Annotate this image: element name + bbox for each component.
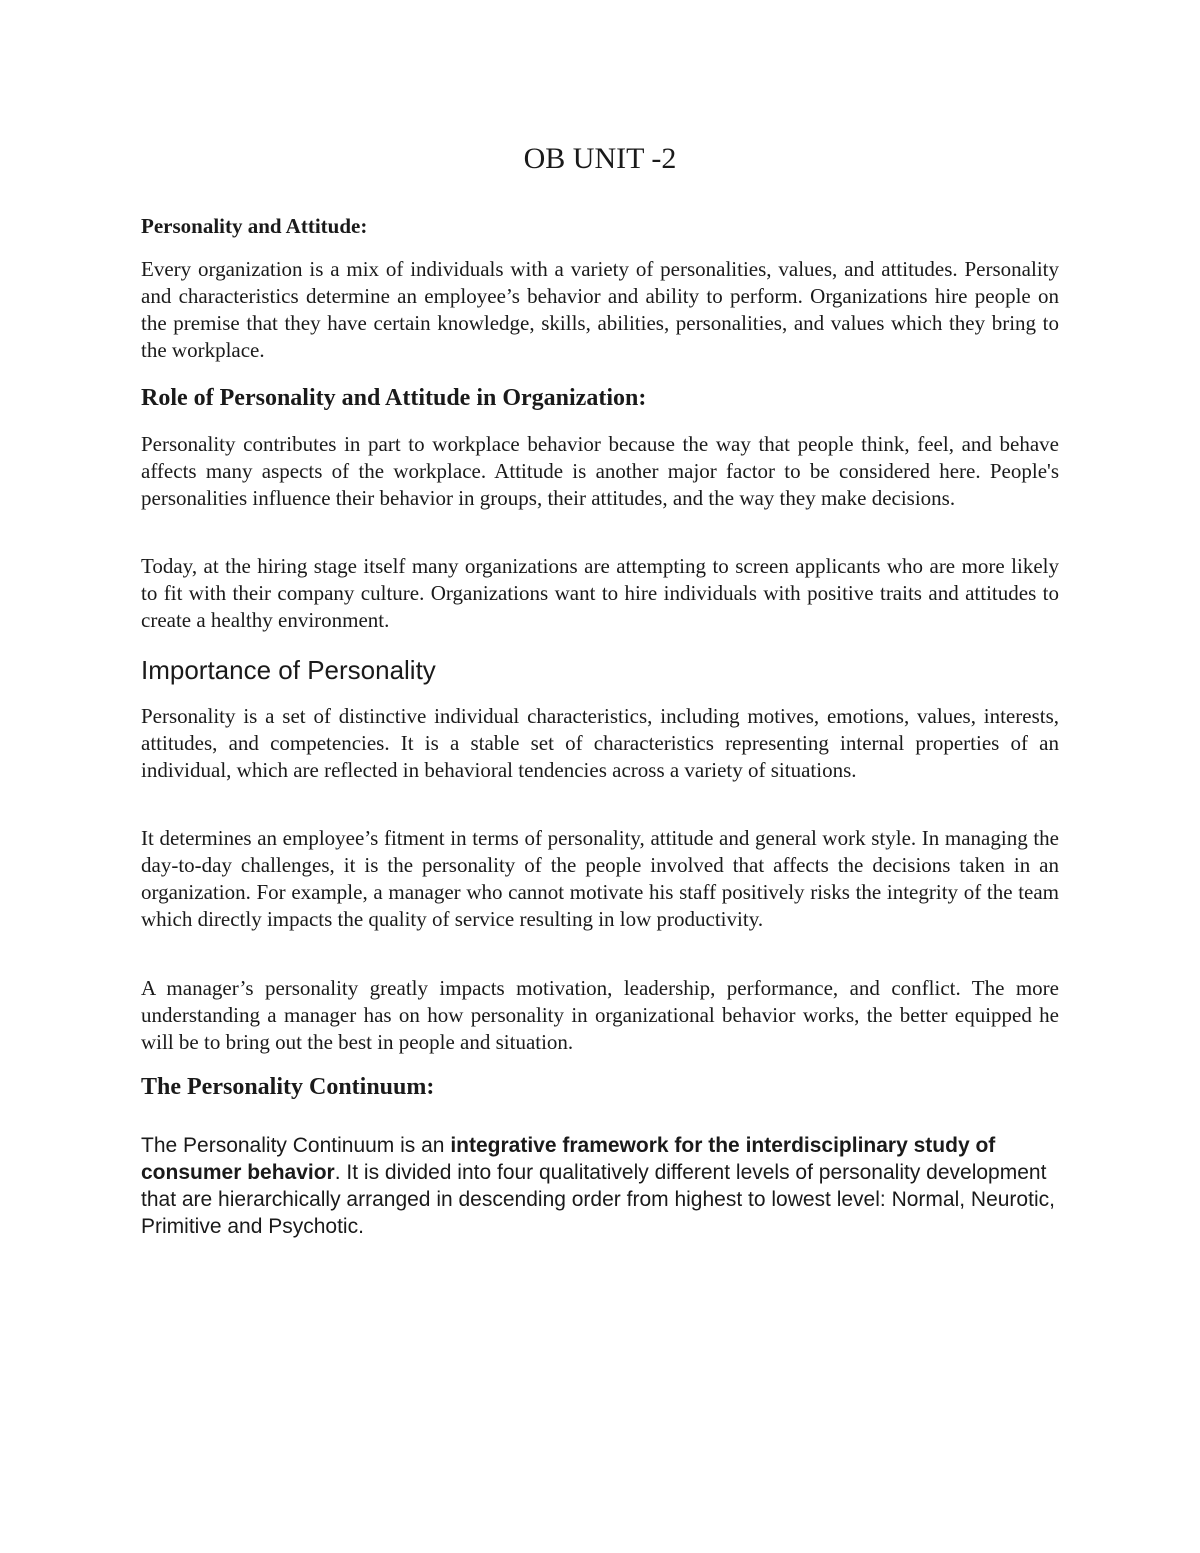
paragraph-role-2: Today, at the hiring stage itself many organizations are attempting to screen applicants who are more likely to fit with their company culture. Organizations want to hire individuals with positive traits and attitudes to create a healthy environment. [141, 554, 1059, 632]
paragraph-importance-1: Personality is a set of distinctive individual characteristics, including motives, emotions, values, interests, attitudes, and competencies. It is a stable set of characteristics representing internal properties of an individual, which are reflected in behavioral tendencies across a variety of situations. [141, 704, 1059, 782]
paragraph-intro: Every organization is a mix of individuals with a variety of personalities, values, and attitudes. Personality and characteristics determine an employee’s behavior and ability to perform. Organizations hire people on the premise that they have certain knowledge, skills, abilities, personalities, and values which they bring to the workplace. [141, 257, 1059, 362]
paragraph-continuum-end: . It is divided into four qualitatively different levels of personality development that are hierarchically arranged in descending order from highest to lowest level: Normal, Neurotic, Primitive and Psychotic. [141, 1161, 1055, 1238]
paragraph-role-1: Personality contributes in part to workplace behavior because the way that people think, feel, and behave affects many aspects of the workplace. Attitude is another major factor to be considered here. People's personalities influence their behavior in groups, their attitudes, and the way they make decisions. [141, 432, 1059, 510]
heading-continuum: The Personality Continuum: [141, 1074, 435, 1100]
paragraph-continuum [141, 1132, 1059, 1240]
paragraph-importance-3: A manager’s personality greatly impacts motivation, leadership, performance, and conflict. The more understanding a manager has on how personality in organizational behavior works, the better equipped he will be to bring out the best in people and situation. [141, 976, 1059, 1054]
heading-importance: Importance of Personality [141, 655, 436, 685]
heading-role: Role of Personality and Attitude in Organization: [141, 385, 647, 411]
paragraph-continuum-start: The Personality Continuum is an [141, 1134, 451, 1157]
paragraph-continuum-bold: integrative framework for the interdisciplinary study of consumer behavior [141, 1134, 996, 1184]
paragraph-importance-2: It determines an employee’s fitment in terms of personality, attitude and general work style. In managing the day-to-day challenges, it is the personality of the people involved that affects the decisions taken in an organization. For example, a manager who cannot motivate his staff positively risks the integrity of the team which directly impacts the quality of service resulting in low productivity. [141, 826, 1059, 931]
heading-personality-attitude: Personality and Attitude: [141, 214, 368, 238]
document-title: OB UNIT -2 [523, 142, 677, 175]
